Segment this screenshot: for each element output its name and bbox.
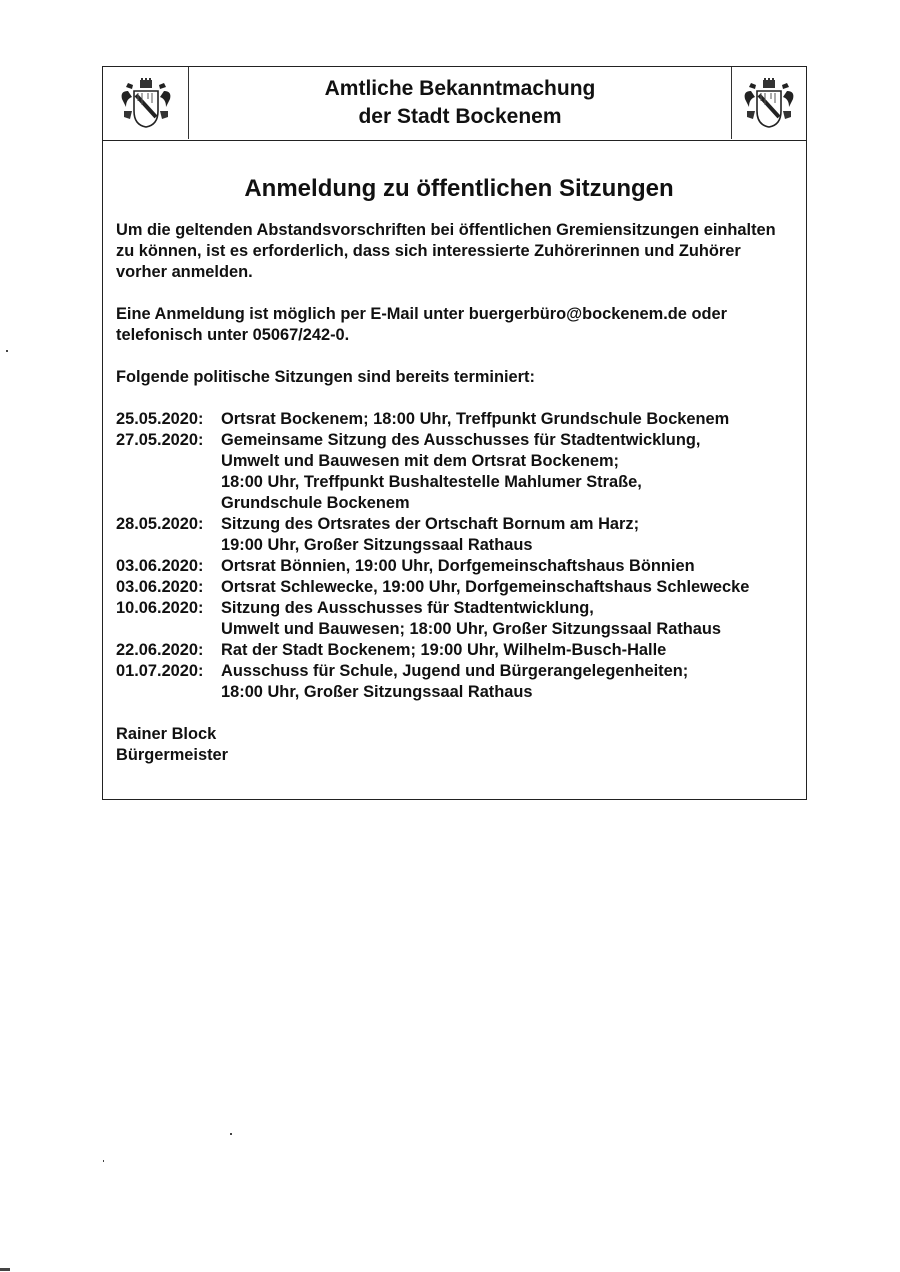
- schedule-row: [116, 577, 796, 598]
- registration-paragraph: Eine Anmeldung ist möglich per E-Mail unter buergerbüro@bockenem.de oder telefonisch unter 05067/242-0.: [116, 305, 727, 344]
- signatory-name: Rainer Block: [116, 725, 217, 743]
- scan-edge-mark: [0, 1268, 10, 1271]
- schedule-date: 03.06.2020:: [116, 557, 204, 575]
- schedule-line: Ortsrat Bönnien, 19:00 Uhr, Dorfgemeinschaftshaus Bönnien: [221, 557, 695, 575]
- schedule-row: [116, 640, 796, 661]
- schedule-row: [116, 430, 796, 514]
- schedule-line: Ortsrat Schlewecke, 19:00 Uhr, Dorfgemeinschaftshaus Schlewecke: [221, 578, 750, 596]
- announcement-body: [116, 141, 796, 766]
- signatory-role: Bürgermeister: [116, 746, 229, 764]
- schedule-line: Ortsrat Bockenem; 18:00 Uhr, Treffpunkt Grundschule Bockenem: [221, 410, 730, 428]
- coat-of-arms-icon: [741, 77, 797, 129]
- scan-speck: [103, 1160, 104, 1162]
- schedule-intro: Folgende politische Sitzungen sind bereits terminiert:: [116, 368, 535, 386]
- scan-speck: [230, 1133, 232, 1135]
- schedule-row: [116, 661, 796, 703]
- schedule-line: Umwelt und Bauwesen mit dem Ortsrat Bockenem;: [221, 452, 620, 470]
- schedule-line: Grundschule Bockenem: [221, 494, 410, 512]
- schedule-description: [221, 577, 796, 598]
- schedule-line: Sitzung des Ausschusses für Stadtentwicklung,: [221, 599, 594, 617]
- schedule-line: Rat der Stadt Bockenem; 19:00 Uhr, Wilhelm-Busch-Halle: [221, 641, 667, 659]
- schedule-line: Ausschuss für Schule, Jugend und Bürgerangelegenheiten;: [221, 662, 689, 680]
- header-title-line2: der Stadt Bockenem: [358, 105, 562, 128]
- schedule-date: 22.06.2020:: [116, 641, 204, 659]
- schedule-description: [221, 514, 796, 556]
- announcement-header: [103, 67, 806, 141]
- schedule-row: [116, 514, 796, 556]
- schedule-description: [221, 598, 796, 640]
- schedule-description: [221, 640, 796, 661]
- schedule-date: 10.06.2020:: [116, 599, 204, 617]
- schedule-line: Umwelt und Bauwesen; 18:00 Uhr, Großer Sitzungssaal Rathaus: [221, 620, 722, 638]
- schedule-date: 27.05.2020:: [116, 431, 204, 449]
- intro-paragraph: Um die geltenden Abstandsvorschriften bei öffentlichen Gremiensitzungen einhalten zu können, ist es erforderlich, dass sich interessierte Zuhörerinnen und Zuhörer vorher anmelden.: [116, 221, 776, 281]
- coat-of-arms-icon: [118, 77, 174, 129]
- announcement-title: Anmeldung zu öffentlichen Sitzungen: [244, 175, 674, 202]
- schedule-date: 28.05.2020:: [116, 515, 204, 533]
- schedule-description: [221, 409, 796, 430]
- schedule-description: [221, 661, 796, 703]
- schedule-date: 03.06.2020:: [116, 578, 204, 596]
- signature-block: [116, 724, 796, 766]
- right-emblem-cell: [731, 67, 806, 139]
- schedule-row: [116, 556, 796, 577]
- schedule-line: 19:00 Uhr, Großer Sitzungssaal Rathaus: [221, 536, 533, 554]
- scan-speck: [6, 350, 8, 352]
- schedule-description: [221, 556, 796, 577]
- header-title-line1: Amtliche Bekanntmachung: [324, 77, 596, 100]
- announcement-frame: [102, 66, 807, 800]
- left-emblem-cell: [103, 67, 189, 139]
- schedule-date: 01.07.2020:: [116, 662, 204, 680]
- header-title: [189, 75, 731, 131]
- schedule-row: [116, 598, 796, 640]
- meeting-schedule: [116, 409, 796, 703]
- schedule-line: 18:00 Uhr, Großer Sitzungssaal Rathaus: [221, 683, 533, 701]
- schedule-line: 18:00 Uhr, Treffpunkt Bushaltestelle Mahlumer Straße,: [221, 473, 642, 491]
- schedule-line: Gemeinsame Sitzung des Ausschusses für Stadtentwicklung,: [221, 431, 701, 449]
- schedule-date: 25.05.2020:: [116, 410, 204, 428]
- schedule-description: [221, 430, 796, 514]
- schedule-line: Sitzung des Ortsrates der Ortschaft Bornum am Harz;: [221, 515, 640, 533]
- schedule-row: [116, 409, 796, 430]
